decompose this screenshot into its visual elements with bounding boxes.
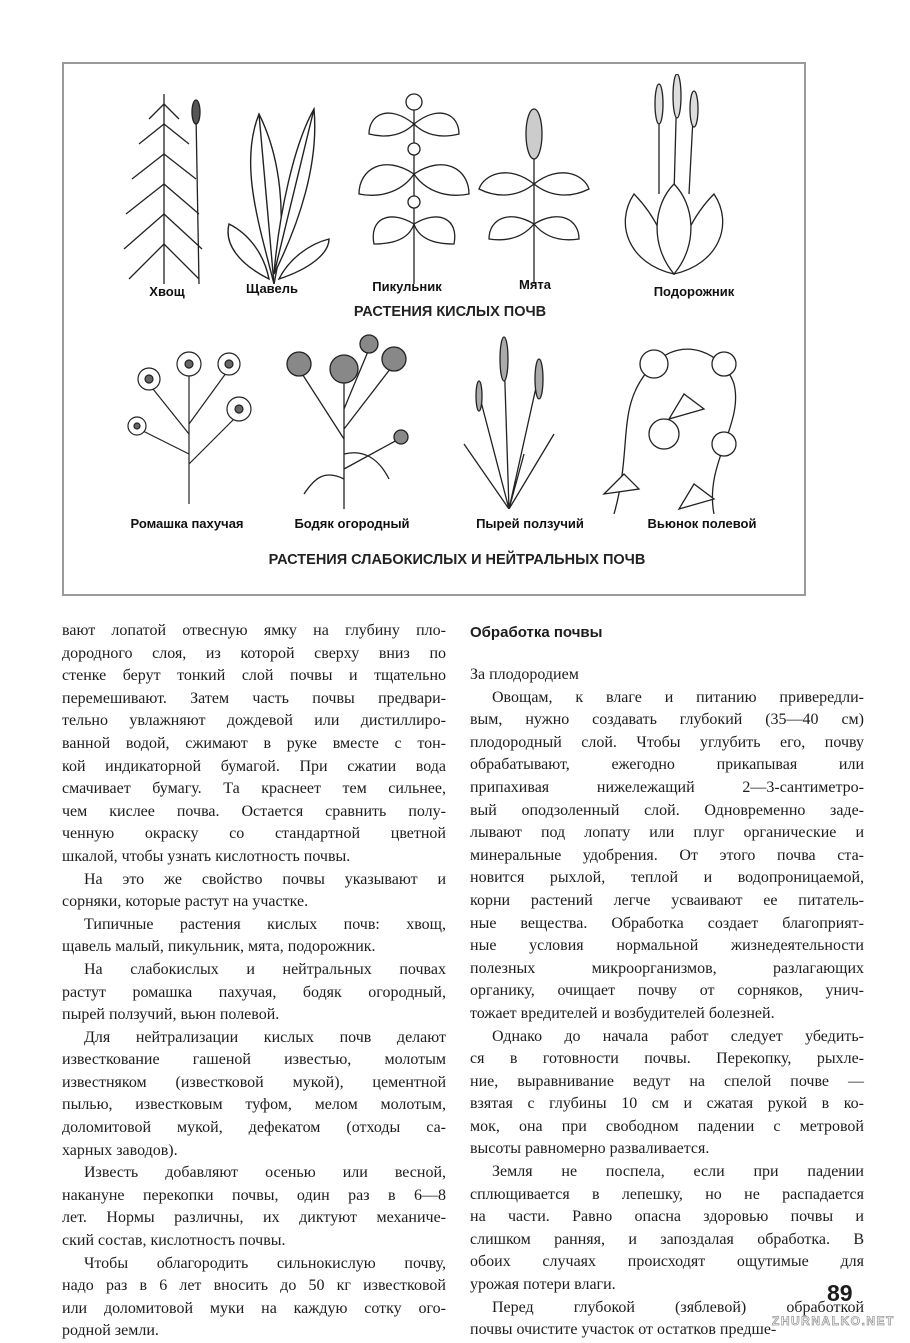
text-line: сорняки, которые растут на участке.	[62, 893, 309, 911]
sorrel-illustration	[219, 104, 334, 284]
text-line: на части. Равно опасна здоровью почвы и	[470, 1208, 864, 1226]
text-line: припахивая нижележащий 2—3-сантиметро-	[470, 778, 864, 796]
paragraph	[470, 1161, 864, 1297]
plant-illustration-figure	[62, 62, 806, 596]
text-line: сплющивается в лепешку, но не распадается	[470, 1185, 864, 1203]
paragraph	[62, 1027, 446, 1163]
chamomile-illustration	[119, 334, 259, 504]
text-line: известняком (известковой мукой), цементной	[62, 1073, 446, 1091]
text-line: известкование гашеной известью, молотым	[62, 1051, 446, 1069]
text-line: Перед глубокой (зяблевой) обработкой	[492, 1298, 864, 1316]
field-bindweed-illustration	[594, 324, 754, 514]
plant-label-chamomile: Ромашка пахучая	[130, 516, 244, 531]
text-line: ние, выравнивание ведут на спелой почве —	[470, 1072, 864, 1090]
watermark-footer: ZHURNALKO.NET	[772, 1314, 895, 1328]
plant-label-hemp-nettle: Пикульник	[372, 279, 442, 294]
text-line: лывают под лопату или плуг органические и	[470, 824, 864, 842]
text-line: новится рыхлой, теплой и водопроницаемой,	[470, 869, 864, 887]
paragraph	[62, 1162, 446, 1252]
text-line: Чтобы облагородить сильнокислую почву,	[84, 1254, 446, 1272]
paragraph	[62, 869, 446, 914]
field-thistle-illustration	[269, 329, 419, 509]
text-line: плодородный слой. Чтобы углубить его, почву	[470, 733, 864, 751]
text-line: взятая с глубины 10 см и сжатая рукой в ко-	[470, 1095, 864, 1113]
plantain-illustration	[609, 74, 739, 279]
paragraph	[62, 914, 446, 959]
subsection-heading: За плодородием	[470, 666, 579, 683]
left-text-column	[62, 620, 446, 1343]
text-line: растут ромашка пахучая, бодяк огородный,	[62, 983, 446, 1001]
text-line: вают лопатой отвесную ямку на глубину пло-	[62, 622, 446, 639]
text-line: тельно увлажняют дождевой или дистиллиро-	[62, 712, 446, 730]
text-line: Земля не поспела, если при падении	[492, 1163, 864, 1181]
text-line: ся в готовности почвы. Перекопку, рыхле-	[470, 1050, 864, 1068]
paragraph	[470, 1026, 864, 1162]
horsetail-illustration	[114, 84, 214, 284]
text-line: ванной водой, сжимают в руке вместе с тон-	[62, 734, 446, 752]
text-line: ные условия нормальной жизнедеятельности	[470, 937, 864, 955]
text-line: дородного слоя, из которой сверху вниз по	[62, 644, 446, 662]
text-line: урожая потери влаги.	[470, 1276, 616, 1294]
text-line: слишком ранняя, и запоздалая обработка. В	[470, 1230, 864, 1248]
text-line: чем кислее почва. Остается сравнить полу-	[62, 802, 446, 820]
text-line: мок, она при свободном падении с метровой	[470, 1117, 864, 1135]
plant-label-couch-grass: Пырей ползучий	[476, 516, 584, 531]
mint-illustration	[474, 104, 594, 284]
text-line: Однако до начала работ следует убедить-	[492, 1027, 864, 1045]
text-line: почвы очистите участок от остатков предше-	[470, 1321, 777, 1339]
text-line: смачивает бумагу. Та краснеет тем сильнее,	[62, 780, 446, 798]
text-line: полезных микроорганизмов, разлагающих	[470, 959, 864, 977]
plant-label-horsetail: Хвощ	[149, 284, 185, 299]
text-line: доломитовой мукой, дефекатом (отходы са-	[62, 1119, 446, 1137]
text-line: пылью, известковым туфом, мелом молотым,	[62, 1096, 446, 1114]
text-line: ные вещества. Обработка создает благоприят-	[470, 914, 864, 932]
neutral-soil-plants-caption: РАСТЕНИЯ СЛАБОКИСЛЫХ И НЕЙТРАЛЬНЫХ ПОЧВ	[268, 552, 646, 568]
text-line: Типичные растения кислых почв: хвощ,	[84, 915, 446, 933]
paragraph	[62, 959, 446, 1027]
text-line: надо раз в 6 лет вносить до 50 кг известковой	[62, 1277, 446, 1295]
text-line: органику, очищает почву от сорняков, унич-	[470, 982, 864, 1000]
text-line: высоты равномерно разваливается.	[470, 1140, 710, 1158]
plant-label-plantain: Подорожник	[653, 284, 735, 299]
text-line: обрабатывают, ежегодно прикапывая или	[470, 756, 864, 774]
text-line: минеральные удобрения. От этого почва ста-	[470, 846, 864, 864]
text-line: корни растений легче усваивают ее питатель-	[470, 891, 864, 909]
text-line: родной земли.	[62, 1322, 159, 1340]
text-line: ченную окраску со стандартной цветной	[62, 825, 446, 843]
text-line: Для нейтрализации кислых почв делают	[84, 1028, 446, 1046]
page-number: 89	[827, 1280, 853, 1306]
plant-label-field-bindweed: Вьюнок полевой	[647, 516, 757, 531]
plant-label-sorrel: Щавель	[246, 281, 298, 296]
paragraph	[470, 687, 864, 1026]
text-line: тожает вредителей и возбудителей болезней.	[470, 1004, 775, 1022]
section-heading: Обработка почвы	[470, 624, 603, 641]
text-line: На это же свойство почвы указывают и	[84, 870, 446, 888]
text-line: щавель малый, пикульник, мята, подорожник.	[62, 938, 376, 956]
text-line: Овощам, к влаге и питанию привередли-	[492, 688, 864, 706]
text-line: пырей ползучий, вьюн полевой.	[62, 1006, 280, 1024]
text-line: кой индикаторной бумагой. При сжатии вода	[62, 757, 446, 775]
text-line: вый оподзоленный слой. Одновременно заде-	[470, 801, 864, 819]
paragraph	[62, 1253, 446, 1343]
text-line: обоих случаях происходят ощутимые для	[470, 1253, 864, 1271]
text-line: перемешивают. Затем часть почвы предвари-	[62, 689, 446, 707]
text-line: На слабокислых и нейтральных почвах	[84, 960, 446, 978]
hemp-nettle-illustration	[349, 84, 479, 284]
right-text-column	[470, 620, 864, 1342]
text-line: харных заводов).	[62, 1141, 178, 1159]
plant-label-field-thistle: Бодяк огородный	[294, 516, 410, 531]
text-line: или доломитовой муки на каждую сотку ого-	[62, 1299, 446, 1317]
paragraph	[62, 620, 446, 869]
couch-grass-illustration	[449, 334, 569, 509]
text-line: стенке берут тонкий слой почвы и тщательно	[62, 667, 446, 685]
text-line: накануне перекопки почвы, один раз в 6—8	[62, 1186, 446, 1204]
acid-soil-plants-caption: РАСТЕНИЯ КИСЛЫХ ПОЧВ	[353, 304, 547, 320]
text-line: лет. Нормы различны, их диктуют механиче-	[62, 1209, 446, 1227]
plant-label-mint: Мята	[518, 277, 552, 292]
text-line: ский состав, кислотность почвы.	[62, 1232, 286, 1250]
text-line: Известь добавляют осенью или весной,	[84, 1164, 446, 1182]
text-line: шкалой, чтобы узнать кислотность почвы.	[62, 847, 351, 865]
text-line: вым, нужно создавать глубокий (35—40 см)	[470, 711, 864, 729]
